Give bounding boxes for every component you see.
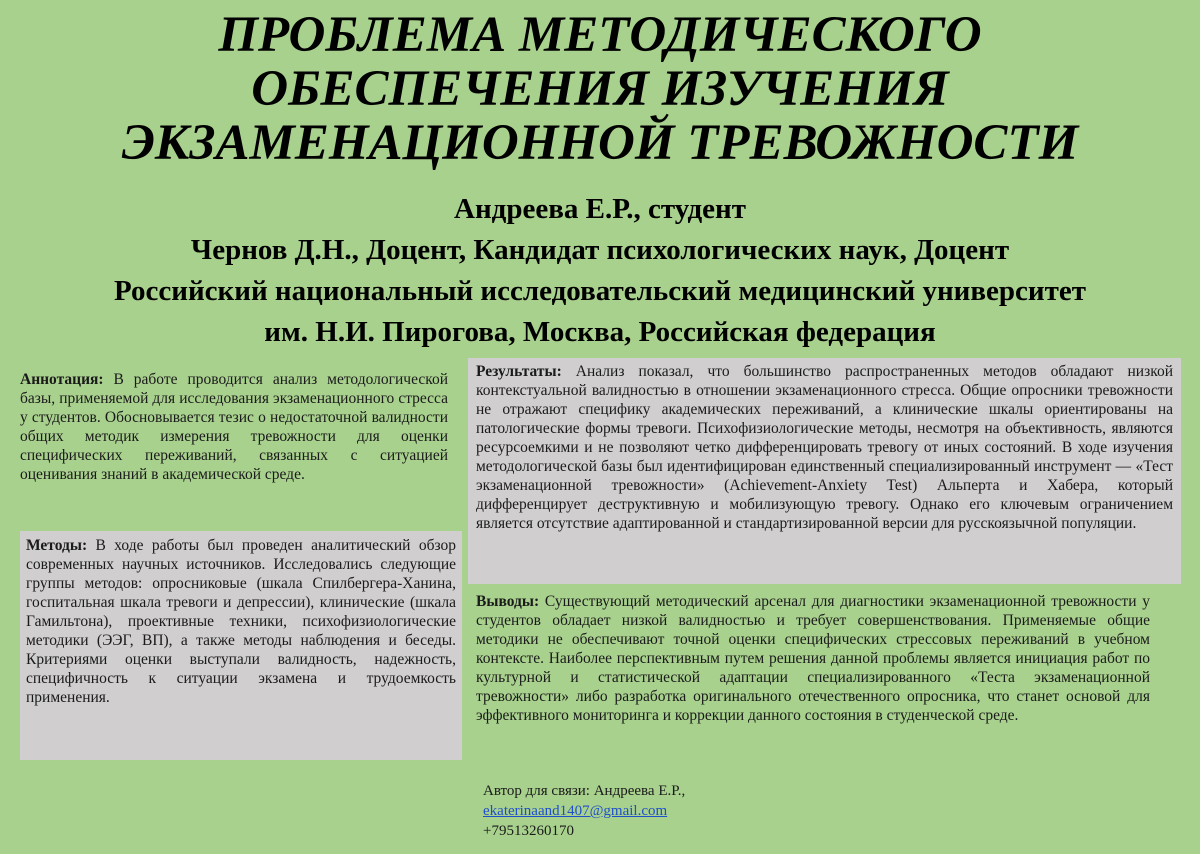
contact-block bbox=[483, 781, 685, 841]
contact-label: Автор для связи: Андреева Е.Р., bbox=[483, 783, 686, 799]
conclusions-section bbox=[468, 590, 1158, 725]
conclusions-heading: Выводы: bbox=[476, 593, 540, 610]
annotation-text: В работе проводится анализ методологической базы, применяемой для исследования экзаменационного стресса у студентов. Обосновывается тезис о недостаточной валидности общих методик измерения тревожности для оценки специфических переживаний, связанных с ситуацией оценивания знаний в академической среде. bbox=[20, 371, 448, 483]
title-line-3: ЭКЗАМЕНАЦИОННОЙ ТРЕВОЖНОСТИ bbox=[121, 115, 1079, 171]
poster-title bbox=[0, 8, 1200, 170]
annotation-heading: Аннотация: bbox=[20, 371, 104, 388]
methods-heading: Методы: bbox=[26, 537, 88, 554]
methods-section bbox=[20, 531, 462, 760]
contact-phone: +79513260170 bbox=[483, 823, 574, 839]
author-line-1: Андреева Е.Р., студент bbox=[454, 193, 746, 225]
affiliation-line-2: им. Н.И. Пирогова, Москва, Российская федерация bbox=[264, 316, 936, 348]
results-text: Анализ показал, что большинство распространенных методов обладают низкой контекстуальной валидностью в отношении экзаменационного стресса. Общие опросники тревожности не отражают специфику академических переживаний, а клинические шкалы ориентированы на патологические формы тревоги. Психофизиологические методы, несмотря на объективность, являются ресурсоемкими и не позволяют четко дифференцировать тревогу от иных состояний. В ходе изучения методологической базы был идентифицирован единственный специализированный инструмент — «Тест экзаменационной тревожности» (Achievement-Anxiety Test) Альперта и Хабера, который дифференцирует деструктивную и мобилизующую тревогу. Однако его ключевым ограничением является отсутствие адаптированной и стандартизированной версии для русскоязычной популяции. bbox=[476, 363, 1173, 532]
results-heading: Результаты: bbox=[476, 363, 562, 380]
title-line-1: ПРОБЛЕМА МЕТОДИЧЕСКОГО bbox=[218, 7, 982, 63]
contact-email-link[interactable]: ekaterinaand1407@gmail.com bbox=[483, 803, 668, 819]
title-line-2: ОБЕСПЕЧЕНИЯ ИЗУЧЕНИЯ bbox=[251, 61, 949, 117]
author-line-2: Чернов Д.Н., Доцент, Кандидат психологических наук, Доцент bbox=[190, 234, 1010, 266]
methods-text: В ходе работы был проведен аналитический обзор современных научных источников. Исследовались следующие группы методов: опросниковые (шкала Спилбергера-Ханина, госпитальная шкала тревоги и депрессии), клинические (шкала Гамильтона), проективные техники, психофизиологические методики (ЭЭГ, ВП), а также методы наблюдения и беседы. Критериями оценки выступали валидность, надежность, специфичность к ситуации экзамена и трудоемкость применения. bbox=[26, 537, 456, 706]
annotation-section bbox=[20, 370, 448, 484]
conclusions-text: Существующий методический арсенал для диагностики экзаменационной тревожности у студентов обладает низкой валидностью и требует совершенствования. Применяемые общие методики не обеспечивают точной оценки специфических стрессовых переживаний в учебном контексте. Наиболее перспективным путем решения данной проблемы является инициация работ по культурной и статистической адаптации специализированного «Теста экзаменационной тревожности» либо разработка оригинального отечественного опросника, что станет основой для эффективного мониторинга и коррекции данного состояния в студенческой среде. bbox=[476, 593, 1151, 724]
results-section bbox=[468, 358, 1181, 584]
affiliation-line-1: Российский национальный исследовательский медицинский университет bbox=[114, 275, 1086, 307]
